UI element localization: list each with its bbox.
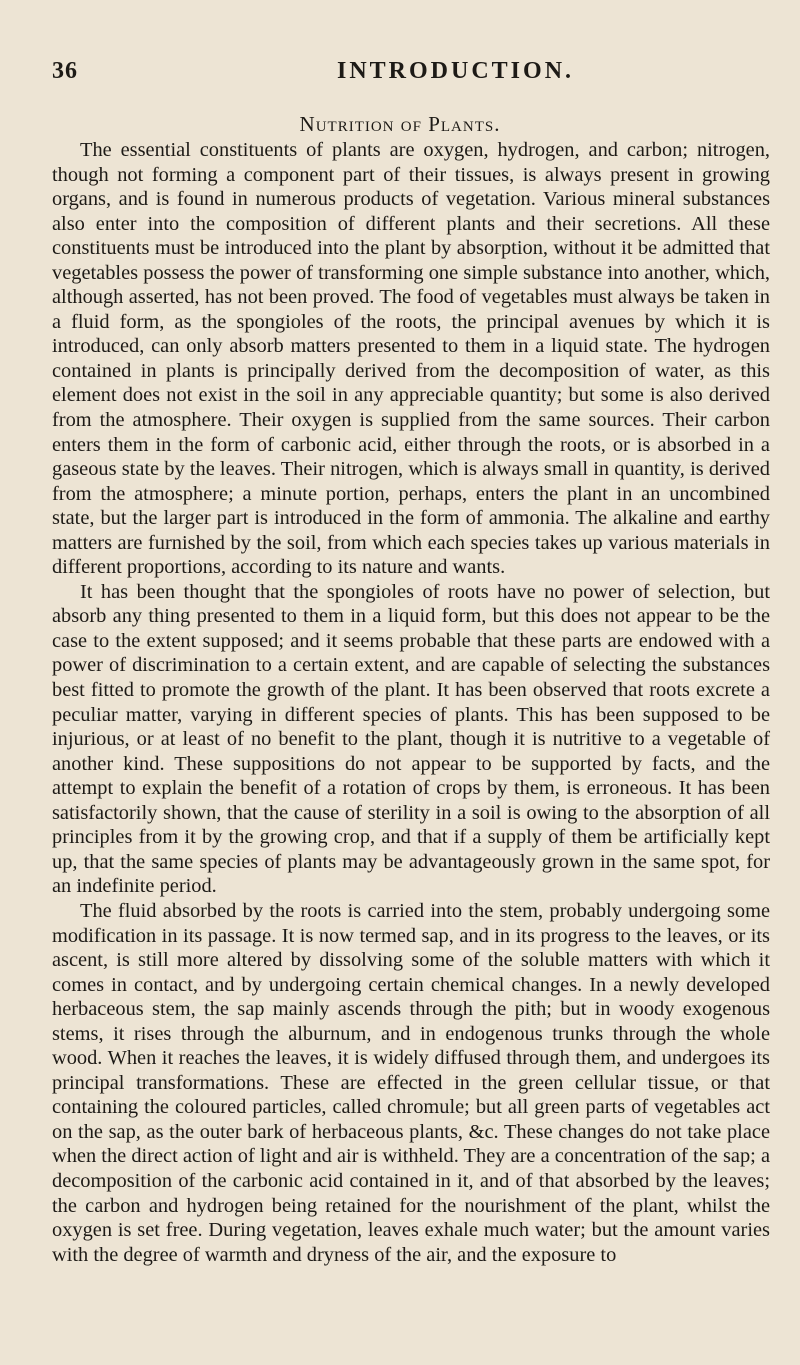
running-head: INTRODUCTION. [337,58,575,84]
page-header [52,58,770,98]
page-number: 36 [52,58,78,84]
body-text [52,138,770,1267]
paragraph-1: The essential constituents of plants are oxygen, hydrogen, and carbon; nitrogen, though not forming a component part of their tissues, is always present in growing organs, and is found in numerous products of vegetation. Various mineral substances also enter into the composition of different plants and their secretions. All these constituents must be introduced into the plant by absorption, without it be admitted that vegetables possess the power of transforming one simple substance into another, which, although asserted, has not been proved. The food of vegetables must always be taken in a fluid form, as the spongioles of the roots, the principal avenues by which it is introduced, can only absorb matters presented to them in a liquid state. The hydrogen contained in plants is principally derived from the decomposition of water, as this element does not exist in the soil in any appreciable quantity; but some is also derived from the atmosphere. Their oxygen is supplied from the same sources. Their carbon enters them in the form of carbonic acid, either through the roots, or is absorbed in a gaseous state by the leaves. Their nitrogen, which is always small in quantity, is derived from the atmosphere; a minute portion, perhaps, enters the plant in an uncombined state, but the larger part is introduced in the form of ammonia. The alkaline and earthy matters are furnished by the soil, from which each species takes up various materials in different proportions, according to its nature and wants. [52,139,770,579]
section-title: Nutrition of Plants. [299,112,501,136]
paragraph-3: The fluid absorbed by the roots is carried into the stem, probably undergoing some modification in its passage. It is now termed sap, and in its progress to the leaves, or its ascent, is still more altered by dissolving some of the soluble matters with which it comes in contact, and by undergoing certain chemical changes. In a newly developed herbaceous stem, the sap mainly ascends through the pith; but in woody exogenous stems, it rises through the alburnum, and in endogenous trunks through the whole wood. When it reaches the leaves, it is widely diffused through them, and undergoes its principal transformations. These are effected in the green cellular tissue, or that containing the coloured particles, called chromule; but all green parts of vegetables act on the sap, as the outer bark of herbaceous plants, &c. These changes do not take place when the direct action of light and air is withheld. They are a concentration of the sap; a decomposition of the carbonic acid contained in it, and of that absorbed by the leaves; the carbon and hydrogen being retained for the nourishment of the plant, whilst the oxygen is set free. During vegetation, leaves exhale much water; but the amount varies with the degree of warmth and dryness of the air, and the exposure to [52,899,770,1266]
paragraph-2: It has been thought that the spongioles of roots have no power of selection, but absorb any thing presented to them in a liquid form, but this does not appear to be the case to the extent supposed; and it seems probable that these parts are endowed with a power of discrimination to a certain extent, and are capable of selecting the substances best fitted to promote the growth of the plant. It has been observed that roots excrete a peculiar matter, varying in different species of plants. This has been supposed to be injurious, or at least of no benefit to the plant, though it is nutritive to a vegetable of another kind. These suppositions do not appear to be supported by facts, and the attempt to explain the benefit of a rotation of crops by them, is erroneous. It has been satisfactorily shown, that the cause of sterility in a soil is owing to the absorption of all principles from it by the growing crop, and that if a supply of them be artificially kept up, that the same species of plants may be advantageously grown in the same spot, for an indefinite period. [52,580,770,898]
